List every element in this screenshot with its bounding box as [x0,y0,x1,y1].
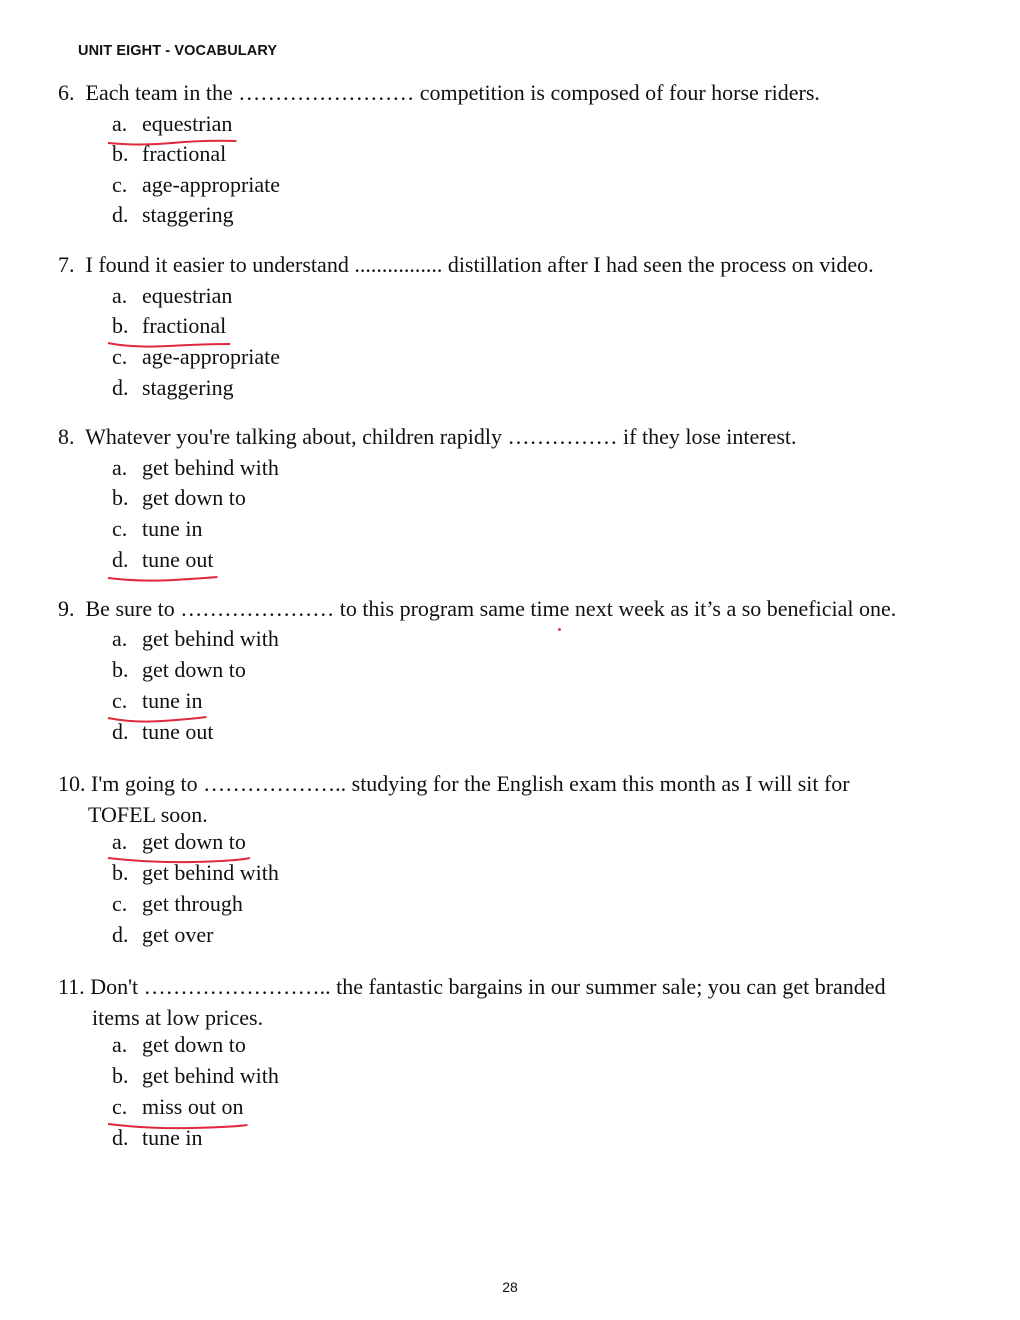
question-6-option-c [112,172,280,198]
option-text: staggering [142,375,234,400]
question-6-text [58,80,820,106]
question-7-option-a [112,283,232,309]
question-8-option-a [112,455,279,481]
option-letter: d. [112,375,129,400]
option-text: get down to [142,485,246,510]
option-letter: b. [112,657,129,682]
option-text: tune out [142,547,214,572]
option-text: tune out [142,719,214,744]
option-letter: b. [112,860,129,885]
question-7-line-1: I found it easier to understand ................ distillation after I had seen the process on video. [85,252,874,277]
question-10-option-d [112,922,213,948]
question-10-number: 10. [58,771,86,796]
question-11-line-2: items at low prices. [92,1005,264,1030]
question-8-number: 8. [58,424,75,449]
option-letter: a. [112,626,128,651]
option-text: age-appropriate [142,172,281,197]
question-10-line-2: TOFEL soon. [88,802,208,827]
question-11-option-c [112,1094,243,1120]
option-letter: c. [112,1094,128,1119]
option-letter: c. [112,891,128,916]
option-text: tune in [142,688,203,713]
question-6-option-a [112,111,232,137]
question-11-option-a [112,1032,246,1058]
question-7-option-b [112,313,226,339]
question-7-number: 7. [58,252,75,277]
option-letter: c. [112,516,128,541]
question-6-option-d [112,202,234,228]
question-8-text [58,424,797,450]
option-letter: d. [112,719,129,744]
option-letter: c. [112,688,128,713]
option-letter: a. [112,1032,128,1057]
option-letter: d. [112,1125,129,1150]
question-8-line-1: Whatever you're talking about, children rapidly …………… if they lose interest. [85,424,797,449]
option-letter: a. [112,283,128,308]
question-10-line-1: I'm going to ……………….. studying for the English exam this month as I will sit for [91,771,850,796]
option-text: tune in [142,516,203,541]
option-text: equestrian [142,111,233,136]
question-7-text [58,252,874,278]
question-9-text [58,596,896,622]
question-9-option-a [112,626,279,652]
option-letter: b. [112,141,129,166]
option-letter: c. [112,172,128,197]
question-9-number: 9. [58,596,75,621]
question-6-line-1: Each team in the …………………… competition is composed of four horse riders. [85,80,820,105]
answer-underline [108,574,218,582]
question-7-option-c [112,344,280,370]
question-11-text [58,971,886,1033]
option-text: get down to [142,657,246,682]
option-text: get behind with [142,455,279,480]
stray-ink-dot [558,628,561,631]
question-9-line-1: Be sure to ………………… to this program same time next week as it’s a so beneficial one. [85,596,897,621]
question-10-option-a [112,829,246,855]
option-text: get behind with [142,860,279,885]
question-10-option-c [112,891,243,917]
option-letter: d. [112,202,129,227]
option-text: fractional [142,141,227,166]
page-header: UNIT EIGHT - VOCABULARY [78,43,278,59]
option-text: get behind with [142,626,279,651]
option-letter: b. [112,1063,129,1088]
option-text: get over [142,922,214,947]
option-text: fractional [142,313,227,338]
question-11-number: 11. [58,974,85,999]
option-letter: d. [112,547,129,572]
question-8-option-b [112,485,246,511]
question-10-option-b [112,860,279,886]
question-8-option-d [112,547,214,573]
question-6-option-b [112,141,226,167]
question-11-option-b [112,1063,279,1089]
option-text: get behind with [142,1063,279,1088]
question-6-number: 6. [58,80,75,105]
option-letter: b. [112,313,129,338]
option-letter: a. [112,111,128,136]
option-text: get down to [142,829,246,854]
option-text: age-appropriate [142,344,281,369]
option-letter: c. [112,344,128,369]
question-10-text [58,768,850,830]
option-text: miss out on [142,1094,244,1119]
option-text: tune in [142,1125,203,1150]
option-text: equestrian [142,283,233,308]
option-letter: b. [112,485,129,510]
option-letter: a. [112,829,128,854]
question-7-option-d [112,375,234,401]
question-8-option-c [112,516,203,542]
question-9-option-d [112,719,214,745]
page-number: 28 [502,1279,518,1295]
question-11-line-1: Don't …………………….. the fantastic bargains in our summer sale; you can get branded [90,974,886,999]
option-letter: a. [112,455,128,480]
option-text: staggering [142,202,234,227]
option-letter: d. [112,922,129,947]
question-11-option-d [112,1125,203,1151]
question-9-option-c [112,688,203,714]
option-text: get down to [142,1032,246,1057]
question-9-option-b [112,657,246,683]
option-text: get through [142,891,243,916]
